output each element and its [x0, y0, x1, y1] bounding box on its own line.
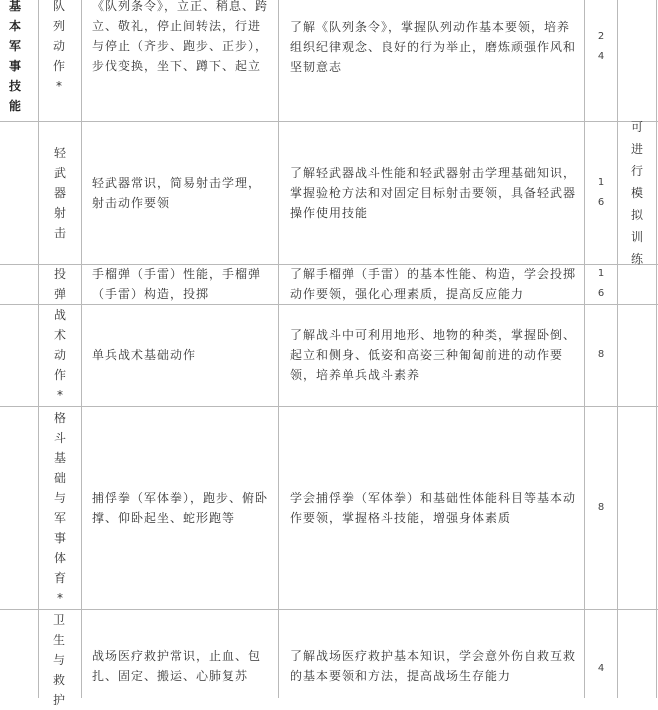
table-row-hours: [594, 121, 608, 264]
hours-value: 24: [597, 30, 605, 62]
table-row-content: [92, 264, 272, 304]
table-row-topic: [52, 121, 68, 264]
objective-text: 了解轻武器战斗性能和轻武器射击学理基础知识，掌握验枪方法和对固定目标射击要领，具备轻武器操作使用技能: [290, 165, 577, 220]
table-row-topic: [52, 304, 68, 406]
content-text: 捕俘拳（军体拳），跑步、俯卧撑、仰卧起坐、蛇形跑等: [92, 490, 269, 525]
content-text: 手榴弹（手雷）性能，手榴弹（手雷）构造，投掷: [92, 267, 262, 301]
category-label: 基本军事技能: [8, 0, 21, 113]
table-row-topic: [52, 0, 68, 120]
objective-text: 学会捕俘拳（军体拳）和基础性体能科目等基本动作要领，掌握格斗技能，增强身体素质: [290, 490, 577, 525]
table-row-topic: [52, 264, 68, 304]
topic-label: 投弹: [53, 267, 66, 301]
objective-text: 了解《队列条令》，掌握队列动作基本要领，培养组织纪律观念、良好的行为举止，磨炼顽强作风和坚韧意志: [290, 19, 577, 74]
table-row-content: [92, 406, 272, 609]
topic-label: 格斗基础与军事体育*: [53, 410, 66, 605]
column-divider: [81, 0, 82, 698]
table-row-hours: [594, 0, 608, 121]
table-row-objective: [290, 0, 576, 121]
table-row-hours: [594, 641, 608, 697]
table-row-hours: [594, 304, 608, 406]
table-row-objective: [290, 641, 576, 691]
hours-value: 8: [597, 501, 605, 513]
column-divider: [38, 0, 39, 698]
content-text: 轻武器常识，简易射击学理，射击动作要领: [92, 175, 262, 210]
table-row-content: [92, 0, 272, 120]
topic-label: 卫生与救护: [52, 613, 65, 707]
hours-value: 4: [597, 663, 605, 674]
topic-label: 轻武器射击: [53, 145, 66, 240]
objective-text: 了解手榴弹（手雷）的基本性能、构造，学会投掷动作要领，强化心理素质，提高反应能力: [290, 267, 577, 301]
table-row-objective: [290, 406, 576, 609]
column-divider: [656, 0, 657, 698]
table-row-content: [92, 641, 272, 691]
content-text: 《队列条令》，立正、稍息、跨立、敬礼，停止间转法，行进与停止（齐步、跑步、正步），步伐变换，坐下、蹲下、起立: [92, 0, 269, 73]
category-cell: [8, 0, 30, 124]
table-row-hours: [594, 264, 608, 304]
table-row-objective: [290, 121, 576, 264]
table-row-hours: [594, 406, 608, 609]
objective-text: 了解战场医疗救护基本知识，学会意外伤自救互救的基本要领和方法，提高战场生存能力: [290, 649, 577, 683]
table-row-topic: [52, 610, 68, 707]
content-text: 单兵战术基础动作: [92, 348, 197, 362]
topic-label: 队列动作*: [52, 0, 65, 93]
hours-value: 16: [597, 268, 605, 299]
objective-text: 了解战斗中可利用地形、地物的种类，掌握卧倒、起立和侧身、低姿和高姿三种匍匐前进的动作要领，培养单兵战斗素养: [290, 328, 577, 382]
table-row-objective: [290, 264, 576, 304]
table-row-content: [92, 121, 272, 264]
content-text: 战场医疗救护常识，止血、包扎、固定、搬运、心肺复苏: [92, 649, 262, 683]
note-text: 可进行模拟训练: [630, 119, 643, 266]
column-divider: [617, 0, 618, 698]
column-divider: [584, 0, 585, 698]
column-divider: [278, 0, 279, 698]
topic-label: 战术动作*: [53, 308, 66, 402]
hours-value: 8: [597, 349, 605, 360]
table-row-objective: [290, 304, 576, 406]
table-row-note: [628, 121, 646, 264]
table-row-topic: [52, 406, 68, 609]
hours-value: 16: [597, 176, 605, 208]
row-divider: [0, 609, 658, 610]
table-row-content: [92, 304, 272, 406]
